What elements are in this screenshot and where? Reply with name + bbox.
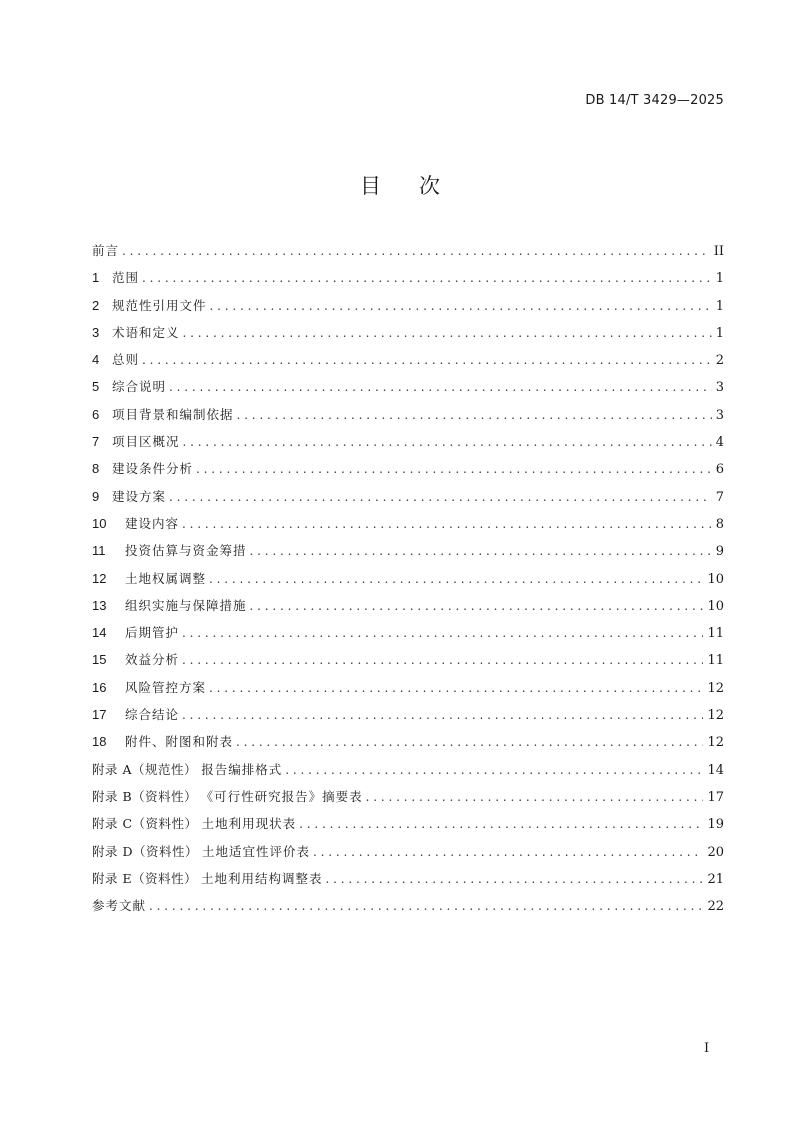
dot-leader xyxy=(182,650,703,670)
toc-entry-page: 21 xyxy=(707,871,724,887)
dot-leader xyxy=(182,705,703,725)
dot-leader xyxy=(196,459,712,479)
toc-entry-label: 投资估算与资金筹措 xyxy=(125,543,247,559)
toc-entry-page: 11 xyxy=(707,653,724,669)
toc-entry-page: 3 xyxy=(715,407,724,423)
toc-entry-foreword[interactable] xyxy=(92,241,724,268)
toc-entry-number: 16 xyxy=(92,679,107,695)
toc-entry-label: 参考文献 xyxy=(92,898,147,914)
toc-entry-5[interactable] xyxy=(92,377,724,404)
dot-leader xyxy=(122,241,710,261)
toc-entry-page: 6 xyxy=(715,462,724,478)
toc-entry-label: 综合说明 xyxy=(112,379,167,395)
toc-entry-11[interactable] xyxy=(92,541,724,568)
toc-entry-page: 20 xyxy=(707,844,724,860)
dot-leader xyxy=(366,787,704,807)
toc-entry-16[interactable] xyxy=(92,678,724,705)
toc-entry-page: 1 xyxy=(715,298,724,314)
toc-entry-appendix-a[interactable] xyxy=(92,760,724,787)
toc-entry-page: 12 xyxy=(707,708,724,724)
toc-entry-number: 5 xyxy=(92,379,100,395)
toc-entry-number: 14 xyxy=(92,625,107,641)
title-char-1: 目 xyxy=(360,174,381,198)
toc-entry-number: 17 xyxy=(92,707,107,723)
document-code: DB 14/T 3429—2025 xyxy=(585,93,724,108)
toc-entry-page: 10 xyxy=(707,571,724,587)
toc-entry-page: 11 xyxy=(707,626,724,642)
toc-entry-label: 后期管护 xyxy=(125,625,180,641)
dot-leader xyxy=(285,760,703,780)
toc-entry-label: 术语和定义 xyxy=(112,324,180,340)
toc-entry-page: 19 xyxy=(707,817,724,833)
dot-leader xyxy=(299,814,703,834)
dot-leader xyxy=(182,623,703,643)
toc-entry-number: 1 xyxy=(92,270,100,286)
dot-leader xyxy=(250,541,712,561)
toc-entry-page: 8 xyxy=(715,516,724,532)
toc-entry-label: 建设条件分析 xyxy=(112,461,194,477)
toc-entry-references[interactable] xyxy=(92,896,724,923)
dot-leader xyxy=(142,268,712,288)
toc-entry-page: 3 xyxy=(715,380,724,396)
appendix-prefix: 附录 E（资料性） xyxy=(92,870,198,886)
toc-entry-number: 3 xyxy=(92,324,100,340)
toc-entry-15[interactable] xyxy=(92,650,724,677)
toc-entry-page: 12 xyxy=(707,735,724,751)
toc-entry-18[interactable] xyxy=(92,732,724,759)
toc-entry-page: 22 xyxy=(707,899,724,915)
toc-entry-17[interactable] xyxy=(92,705,724,732)
toc-entry-12[interactable] xyxy=(92,569,724,596)
toc-entry-label: 报告编排格式 xyxy=(201,761,283,777)
toc-entry-appendix-b[interactable] xyxy=(92,787,724,814)
dot-leader xyxy=(169,377,712,397)
dot-leader xyxy=(183,323,712,343)
toc-entry-label: 前言 xyxy=(92,243,120,258)
appendix-prefix: 附录 C（资料性） xyxy=(92,816,198,832)
toc-entry-page: 4 xyxy=(715,435,724,451)
toc-entry-page: 17 xyxy=(707,789,724,805)
dot-leader xyxy=(149,896,703,916)
dot-leader xyxy=(182,514,712,534)
toc-entry-label: 效益分析 xyxy=(125,652,180,668)
toc-entry-page: 9 xyxy=(715,544,724,560)
toc-entry-label: 规范性引用文件 xyxy=(112,297,207,313)
toc-entry-page: 12 xyxy=(707,680,724,696)
toc-entry-1[interactable] xyxy=(92,268,724,295)
appendix-prefix: 附录 D（资料性） xyxy=(92,843,198,859)
dot-leader xyxy=(250,596,704,616)
toc-entry-appendix-d[interactable] xyxy=(92,842,724,869)
toc-entry-label: 土地利用现状表 xyxy=(201,816,297,832)
dot-leader xyxy=(142,350,712,370)
toc-entry-number: 8 xyxy=(92,461,100,477)
page-number: I xyxy=(704,1041,710,1056)
appendix-prefix: 附录 B（资料性） xyxy=(92,788,198,804)
toc-entry-page: 7 xyxy=(715,489,724,505)
toc-entry-page: 14 xyxy=(707,762,724,778)
toc-entry-label: 总则 xyxy=(112,352,140,368)
dot-leader xyxy=(236,732,703,752)
toc-entry-label: 《可行性研究报告》摘要表 xyxy=(200,788,363,804)
toc-entry-number: 6 xyxy=(92,406,100,422)
toc-entry-number: 12 xyxy=(92,570,107,586)
toc-entry-page: 1 xyxy=(715,271,724,287)
dot-leader xyxy=(169,487,712,507)
toc-entry-label: 土地适宜性评价表 xyxy=(201,843,310,859)
dot-leader xyxy=(209,569,703,589)
toc-entry-label: 土地利用结构调整表 xyxy=(200,870,323,886)
toc-entry-13[interactable] xyxy=(92,596,724,623)
toc-entry-6[interactable] xyxy=(92,405,724,432)
toc-entry-label: 范围 xyxy=(112,270,140,286)
toc-entry-page: 10 xyxy=(707,598,724,614)
toc-entry-number: 13 xyxy=(92,597,107,613)
toc-entry-page: II xyxy=(713,244,724,259)
toc-entry-4[interactable] xyxy=(92,350,724,377)
dot-leader xyxy=(325,869,703,889)
toc-entry-8[interactable] xyxy=(92,459,724,486)
dot-leader xyxy=(183,432,712,452)
toc-entry-number: 7 xyxy=(92,434,100,450)
toc-entry-label: 土地权属调整 xyxy=(125,570,207,586)
toc-entry-page: 2 xyxy=(715,353,724,369)
table-of-contents xyxy=(92,241,724,923)
toc-entry-label: 建设内容 xyxy=(125,515,180,531)
toc-entry-label: 建设方案 xyxy=(112,488,167,504)
toc-entry-label: 组织实施与保障措施 xyxy=(125,597,247,613)
toc-entry-7[interactable] xyxy=(92,432,724,459)
dot-leader xyxy=(210,296,712,316)
appendix-prefix: 附录 A（规范性） xyxy=(92,761,198,777)
toc-entry-2[interactable] xyxy=(92,296,724,323)
toc-entry-label: 附件、附图和附表 xyxy=(125,734,234,750)
toc-entry-appendix-e[interactable] xyxy=(92,869,724,896)
dot-leader xyxy=(237,405,712,425)
toc-entry-number: 2 xyxy=(92,297,100,313)
dot-leader xyxy=(209,678,703,698)
toc-entry-10[interactable] xyxy=(92,514,724,541)
toc-entry-page: 1 xyxy=(715,325,724,341)
page-title xyxy=(0,170,800,200)
toc-entry-appendix-c[interactable] xyxy=(92,814,724,841)
toc-entry-number: 18 xyxy=(92,734,107,750)
toc-entry-number: 4 xyxy=(92,352,100,368)
toc-entry-number: 10 xyxy=(92,515,107,531)
toc-entry-label: 项目背景和编制依据 xyxy=(112,406,234,422)
toc-entry-label: 项目区概况 xyxy=(112,434,180,450)
toc-entry-label: 风险管控方案 xyxy=(125,679,207,695)
toc-entry-number: 9 xyxy=(92,488,100,504)
dot-leader xyxy=(313,842,703,862)
toc-entry-number: 15 xyxy=(92,652,107,668)
title-char-2: 次 xyxy=(419,174,440,198)
toc-entry-9[interactable] xyxy=(92,487,724,514)
toc-entry-number: 11 xyxy=(92,543,106,559)
toc-entry-14[interactable] xyxy=(92,623,724,650)
toc-entry-3[interactable] xyxy=(92,323,724,350)
toc-entry-label: 综合结论 xyxy=(125,707,180,723)
